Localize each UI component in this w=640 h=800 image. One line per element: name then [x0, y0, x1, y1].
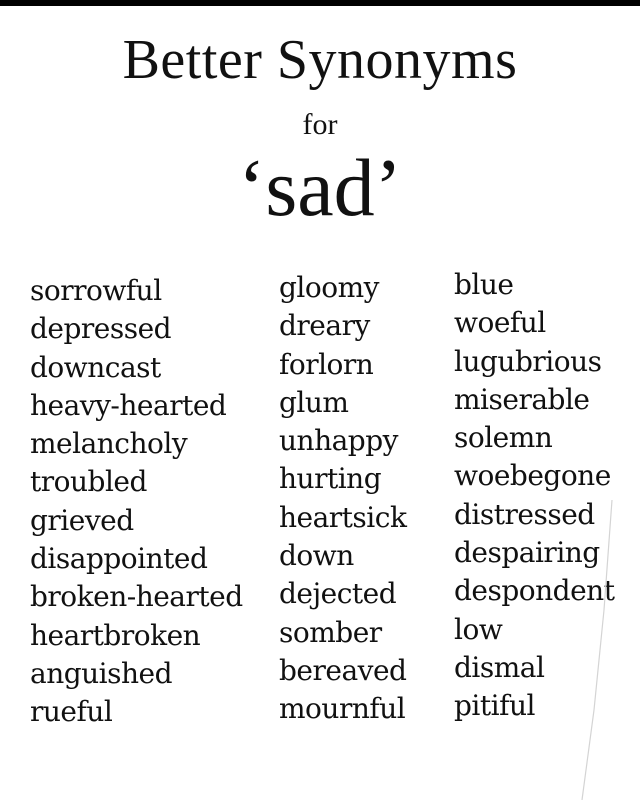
synonym-item: melancholy [30, 427, 188, 461]
synonym-item: depressed [30, 312, 172, 346]
synonym-item: pitiful [454, 689, 535, 723]
paper-crease [560, 500, 620, 800]
synonym-item: hurting [279, 462, 382, 496]
synonym-item: unhappy [279, 424, 398, 458]
synonym-item: solemn [454, 421, 553, 455]
synonym-item: dismal [454, 650, 545, 684]
synonym-item: heartbroken [30, 618, 201, 652]
top-border [0, 0, 640, 6]
synonym-item: despairing [454, 536, 600, 570]
synonym-item: sorrowful [30, 274, 162, 307]
synonym-item: disappointed [30, 542, 208, 576]
synonym-item: distressed [454, 497, 595, 531]
synonym-item: lugubrious [454, 344, 602, 378]
synonym-item: low [454, 612, 503, 646]
page-title: Better Synonyms [122, 29, 518, 91]
synonym-item: mournful [279, 692, 406, 726]
synonym-item: troubled [30, 465, 147, 499]
synonym-item: bereaved [279, 653, 407, 687]
synonym-item: forlorn [279, 347, 374, 381]
synonym-item: grieved [30, 503, 134, 537]
synonym-column-1 [30, 272, 243, 732]
synonym-item: heavy-hearted [30, 388, 227, 422]
page-subtitle: for [302, 108, 338, 141]
synonym-item: somber [279, 615, 382, 649]
synonym-item: heartsick [279, 500, 407, 534]
synonym-item: woebegone [454, 459, 611, 493]
synonym-item: despondent [454, 574, 615, 608]
headword: ‘sad’ [238, 142, 402, 233]
synonym-item: gloomy [279, 271, 379, 304]
synonym-item: glum [279, 385, 349, 419]
synonym-column-2 [279, 269, 406, 729]
synonym-item: dreary [279, 309, 370, 343]
synonym-item: blue [454, 268, 514, 301]
synonym-item: dejected [279, 577, 397, 611]
synonym-item: rueful [30, 695, 113, 729]
synonym-item: downcast [30, 350, 161, 384]
synonym-item: broken-hearted [30, 580, 243, 614]
synonym-item: woeful [454, 306, 546, 340]
synonym-item: miserable [454, 382, 590, 416]
synonym-item: anguished [30, 656, 173, 690]
synonym-item: down [279, 539, 354, 573]
